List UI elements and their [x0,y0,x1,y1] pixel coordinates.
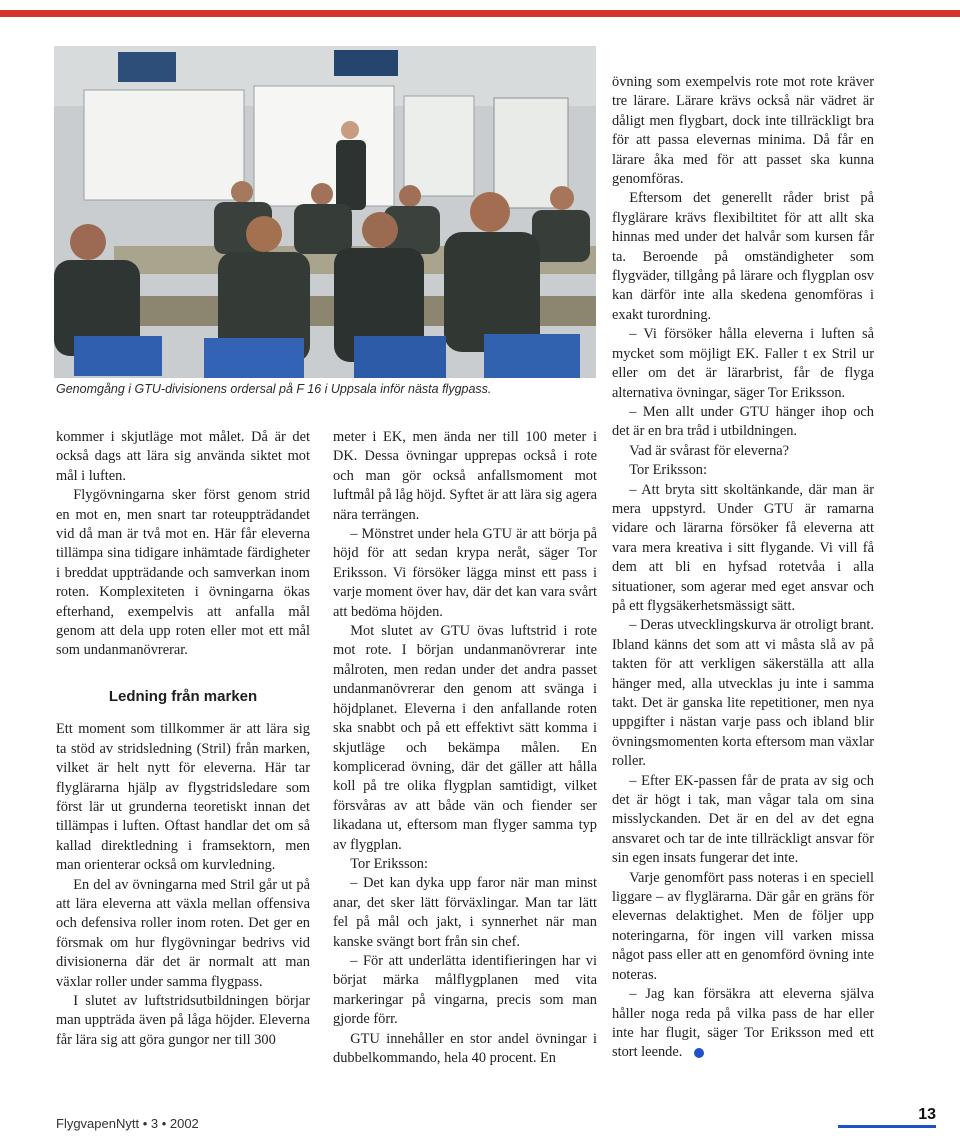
paragraph: Mot slutet av GTU övas luftstrid i rote mot rote. I början undanmanövrerar inte målroten, men redan under det andra passet undanmanövrerar den genom att svänga i höjdplanet. Eleverna i den anfallande roten ska snabbt och på ett effektivt sätt komma i skjutläge och bekämpa målen. En komplicerad övning, där det gäller att hålla koll på tre olika flygplan samtidigt, vilket försvåras av att både vän och fiender ser likadana ut, eftersom man flyger samma typ av flygplan. [333,623,597,853]
paragraph-last [612,985,874,1063]
paragraph: – Deras utvecklingskurva är otroligt brant. Ibland känns det som att vi måsta slå av på takten för att verkligen säkerställa att alla hänger med, alla utvecklas ju inte i samma takt. Det är ganska lite repetitioner, men nya uppgifter i nästan varje pass och ibland blir övningsmomenten korta eftersom man växlar roller. [612,617,874,770]
paragraph: Varje genomfört pass noteras i en speciell liggare – av flyglärarna. Där går en gräns för elevernas delaktighet. Men de följer upp noteringarna, för ingen vill varken missa något pass eller att en genomförd övning inte noteras. [612,869,874,983]
section-heading: Ledning från marken [108,687,258,705]
paragraph: Tor Eriksson: [350,855,429,872]
article-column-3 [612,73,874,1063]
paragraph: Flygövningarna sker först genom strid en mot en, men snart tar roteuppträdandet vid då man är två mot en. Här får eleverna tillämpa sina tidigare inhämtade färdigheter i breddat uppträdande och samverkan inom roten. Komplexiteten i övningarna ökas efterhand, exempelvis att anfalla mål genom att dela upp roten eller mot ett mål som undanmanövrerar. [56,487,310,659]
article-column-1 [56,428,310,1050]
end-of-article-dot-icon [694,1048,704,1058]
paragraph: – Det kan dyka upp faror när man minst anar, det sker lätt förväxlingar. Man tar lätt fel på mål och jakt, i synnerhet när man kanske svängt bort från sin chef. [333,875,597,950]
photo-illustration [54,46,596,378]
paragraph: En del av övningarna med Stril går ut på att lära eleverna att växla mellan offensiva och defensiva roller inom roten. Det ger en försmak om hur flygövningar bedrivs vid divisionerna där det är normalt att man växlar roller under samma flygpass. [56,876,310,990]
paragraph: – Mönstret under hela GTU är att börja på höjd för att sedan krypa neråt, säger Tor Eriksson. Vi försöker lägga minst ett pass i varje moment över hav, där det kan vara svårt att bedöma höjden. [333,526,597,620]
briefing-room-photo [54,46,596,378]
paragraph: – Att bryta sitt skoltänkande, där man är mera uppstyrd. Under GTU är ramarna vidare och lärarna försöker få eleverna att vara mera kreativa i sitt flygande. Vi vill få dem att bli en hyfsad rotetvåa i alla situationer, som agerar med eget ansvar och på ett flygsäkerhetsmässigt sätt. [612,481,874,614]
paragraph: – Men allt under GTU hänger ihop och det är en bra tråd i utbildningen. [612,403,874,440]
paragraph: Vad är svårast för eleverna? [629,442,790,459]
paragraph: – För att underlätta identifieringen har vi börjat märka målflygplanen med vita markeringar på vingarna, precis som man gjorde förr. [333,952,597,1028]
page-number: 13 [838,1106,936,1128]
paragraph: Ett moment som tillkommer är att lära sig ta stöd av stridsledning (Stril) från marken, vilket är helt nytt för eleverna. Här tar flyglärarna hjälp av flygstridsledare som först lär ut grunderna teoretiskt innan det tillämpas i luften. Oftast handlar det om så kallad direktledning i framsektorn, men man orienterar också om kurvledning. [56,721,310,874]
photo-caption: Genomgång i GTU-divisionens ordersal på F 16 i Uppsala inför nästa flygpass. [56,382,492,396]
paragraph-text: – Jag kan försäkra att eleverna själva håller noga reda på vilka pass de har eller inte har flugit, säger Tor Eriksson med ett stort leende. [612,986,874,1061]
paragraph: Tor Eriksson: [629,462,708,479]
article-column-2 [333,428,597,1068]
paragraph: – Efter EK-passen får de prata av sig och det är högt i tak, man vågar tala om sina misslyckanden. Det är en del av det egna ansvaret och tar de inte tillräckligt ansvar för sin egen insats fungerar det inte. [612,772,874,867]
paragraph: GTU innehåller en stor andel övningar i dubbelkommando, hela 40 procent. En [333,1030,597,1066]
paragraph: kommer i skjutläge mot målet. Då är det också dags att lära sig använda siktet mot mål i luften. [56,429,310,484]
top-color-bar [0,10,960,17]
paragraph: övning som exempelvis rote mot rote kräver tre lärare. Lärare krävs också när vädret är dåligt men flygbart, dock inte tillräckligt bra för att passa elevernas minima. Då får en lärare åka med för att passet ska kunna genomföras. [612,74,874,188]
paragraph: I slutet av luftstridsutbildningen börjar man uppträda även på låga höjder. Eleverna får lära sig att göra gungor ner till 300 [56,992,310,1048]
paragraph: meter i EK, men ända ner till 100 meter i DK. Dessa övningar upprepas också i rote och man gör också anfallsmoment mot luftmål på låg höjd. Syftet är att lära sig agera nära terrängen. [333,429,597,523]
publication-footer: FlygvapenNytt • 3 • 2002 [56,1116,199,1131]
paragraph: Eftersom det generellt råder brist på flyglärare krävs flexibiltitet för att allt ska hinnas med under det halvår som kursen får ta. Beroende på omständigheter som flygväder, tillgång på lärare och flygplan osv kan därför inte alla skedena genomföras i exakt turordning. [612,190,874,323]
paragraph: – Vi försöker hålla eleverna i luften så mycket som möjligt EK. Faller t ex Stril ur eller om det är lärarbrist, får de flyga alternativa övningar, säger Tor Eriksson. [612,326,874,401]
